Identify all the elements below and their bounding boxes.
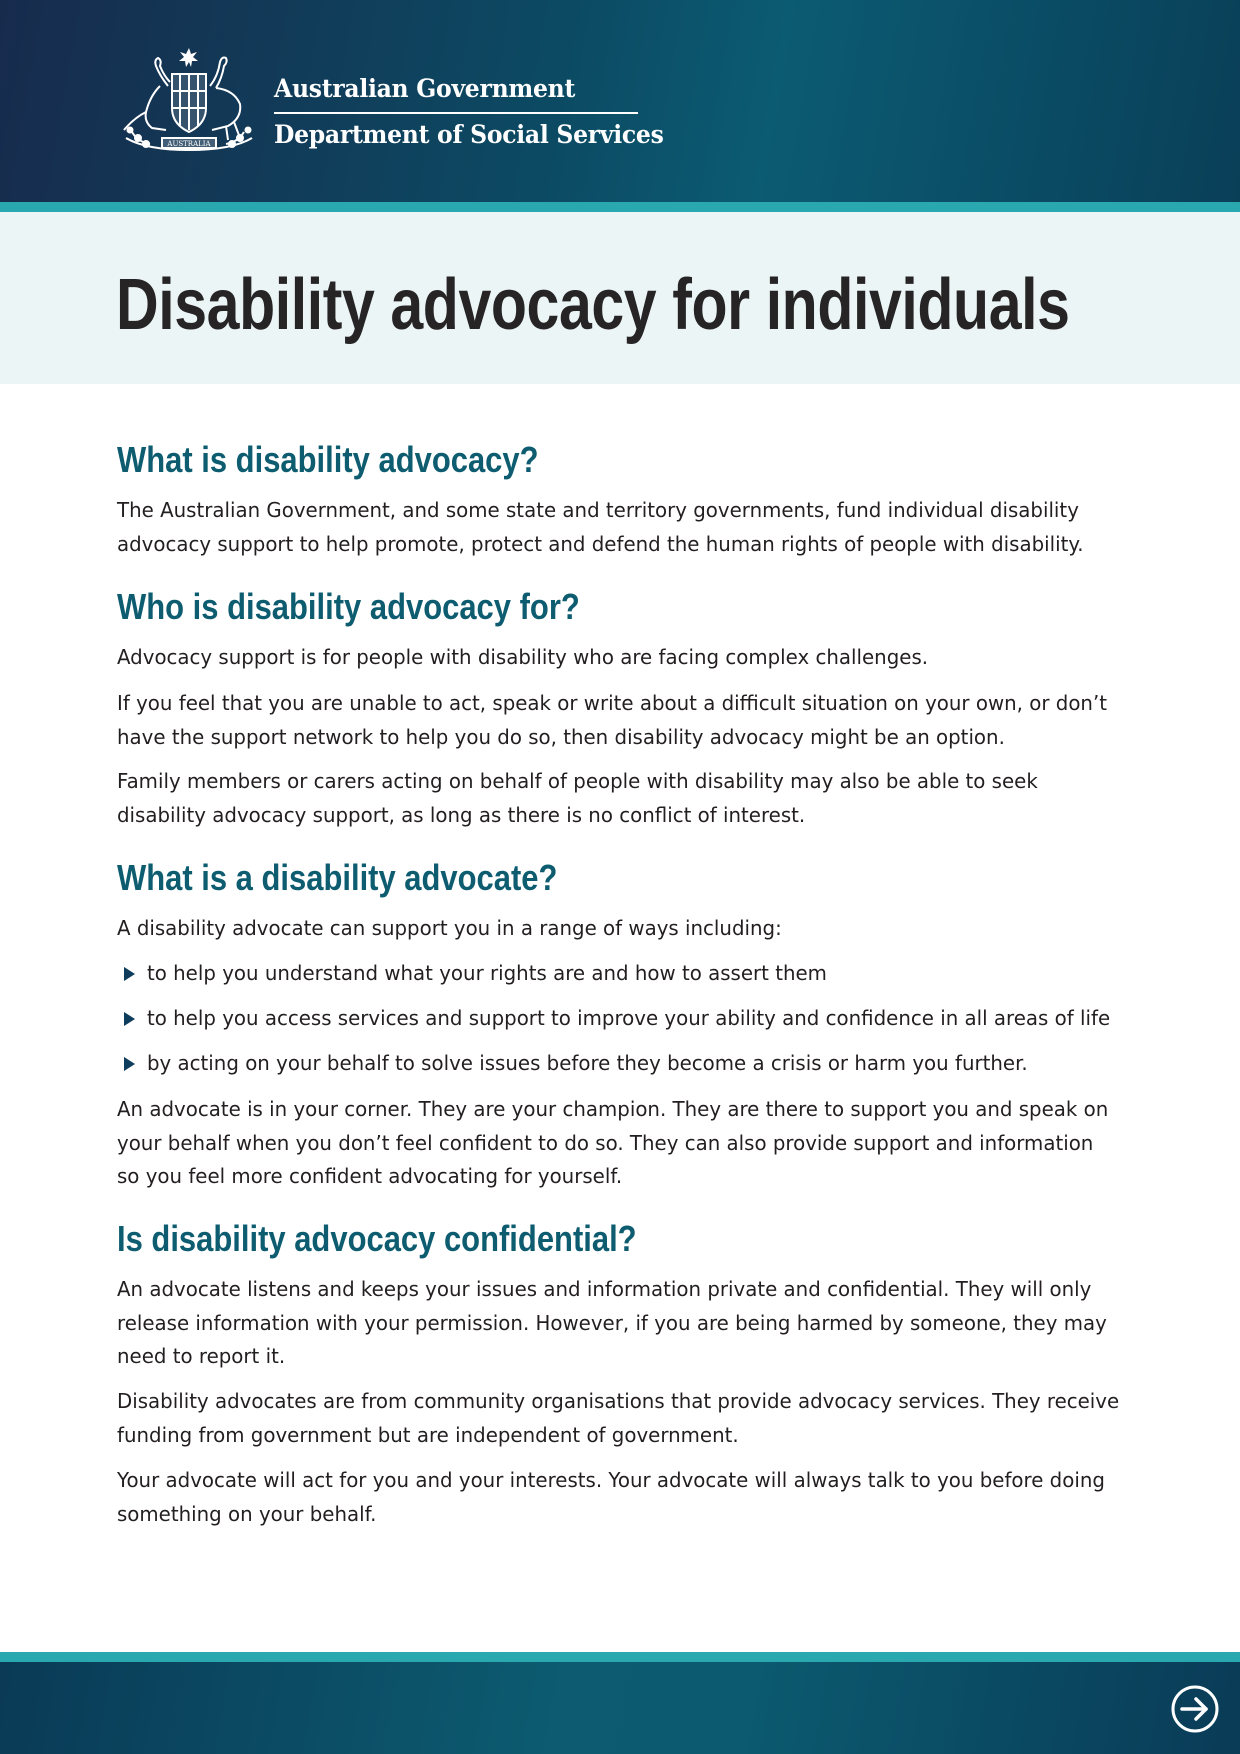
page-title: Disability advocacy for individuals <box>116 265 1070 345</box>
list-item: to help you access services and support to improve your ability and confidence in all areas of life <box>117 1002 1157 1047</box>
list-item: to help you understand what your rights are and how to assert them <box>117 957 1157 1002</box>
logo-divider <box>274 112 638 114</box>
bullet-triangle-icon <box>124 967 135 981</box>
paragraph: An advocate is in your corner. They are your champion. They are there to support you and speak on your behalf when you don’t feel confident to do so. They can also provide support and information so you feel more confident advocating for yourself. <box>117 1097 1109 1188</box>
paragraph: A disability advocate can support you in a range of ways including: <box>117 916 782 940</box>
header-accent-stripe <box>0 202 1240 212</box>
page-footer <box>0 1662 1240 1754</box>
section-heading-what-is-an-advocate: What is a disability advocate? <box>117 857 558 898</box>
government-logo <box>116 46 664 156</box>
paragraph: Disability advocates are from community organisations that provide advocacy services. They receive funding from government but are independent of government. <box>117 1389 1120 1447</box>
department-name: Department of Social Services <box>274 120 664 149</box>
page-header <box>0 0 1240 202</box>
paragraph: Your advocate will act for you and your interests. Your advocate will always talk to you before doing something on your behalf. <box>117 1468 1105 1526</box>
paragraph: An advocate listens and keeps your issues and information private and confidential. They will only release information with your permission. However, if you are being harmed by someone, they may need to report it. <box>117 1277 1107 1368</box>
paragraph: Advocacy support is for people with disability who are facing complex challenges. <box>117 645 929 669</box>
bullet-triangle-icon <box>124 1012 135 1026</box>
government-name: Australian Government <box>274 74 576 103</box>
footer-accent-stripe <box>0 1652 1240 1662</box>
section-heading-what-is-advocacy: What is disability advocacy? <box>117 439 539 480</box>
svg-text:AUSTRALIA: AUSTRALIA <box>167 140 211 148</box>
paragraph: If you feel that you are unable to act, speak or write about a difficult situation on your own, or don’t have the support network to help you do so, then disability advocacy might be an option. <box>117 691 1108 749</box>
paragraph: Family members or carers acting on behalf of people with disability may also be able to seek disability advocacy support, as long as there is no conflict of interest. <box>117 769 1038 827</box>
bullet-list <box>117 957 1157 1092</box>
section-heading-who-is-it-for: Who is disability advocacy for? <box>117 586 580 627</box>
bullet-triangle-icon <box>124 1057 135 1071</box>
section-heading-confidentiality: Is disability advocacy confidential? <box>117 1218 637 1259</box>
commonwealth-coat-of-arms-icon <box>116 46 262 154</box>
paragraph: The Australian Government, and some state and territory governments, fund individual disability advocacy support to help promote, protect and defend the human rights of people with disability. <box>117 498 1084 556</box>
arrow-right-circle-icon[interactable] <box>1170 1684 1220 1734</box>
list-item: by acting on your behalf to solve issues before they become a crisis or harm you further. <box>117 1047 1157 1092</box>
